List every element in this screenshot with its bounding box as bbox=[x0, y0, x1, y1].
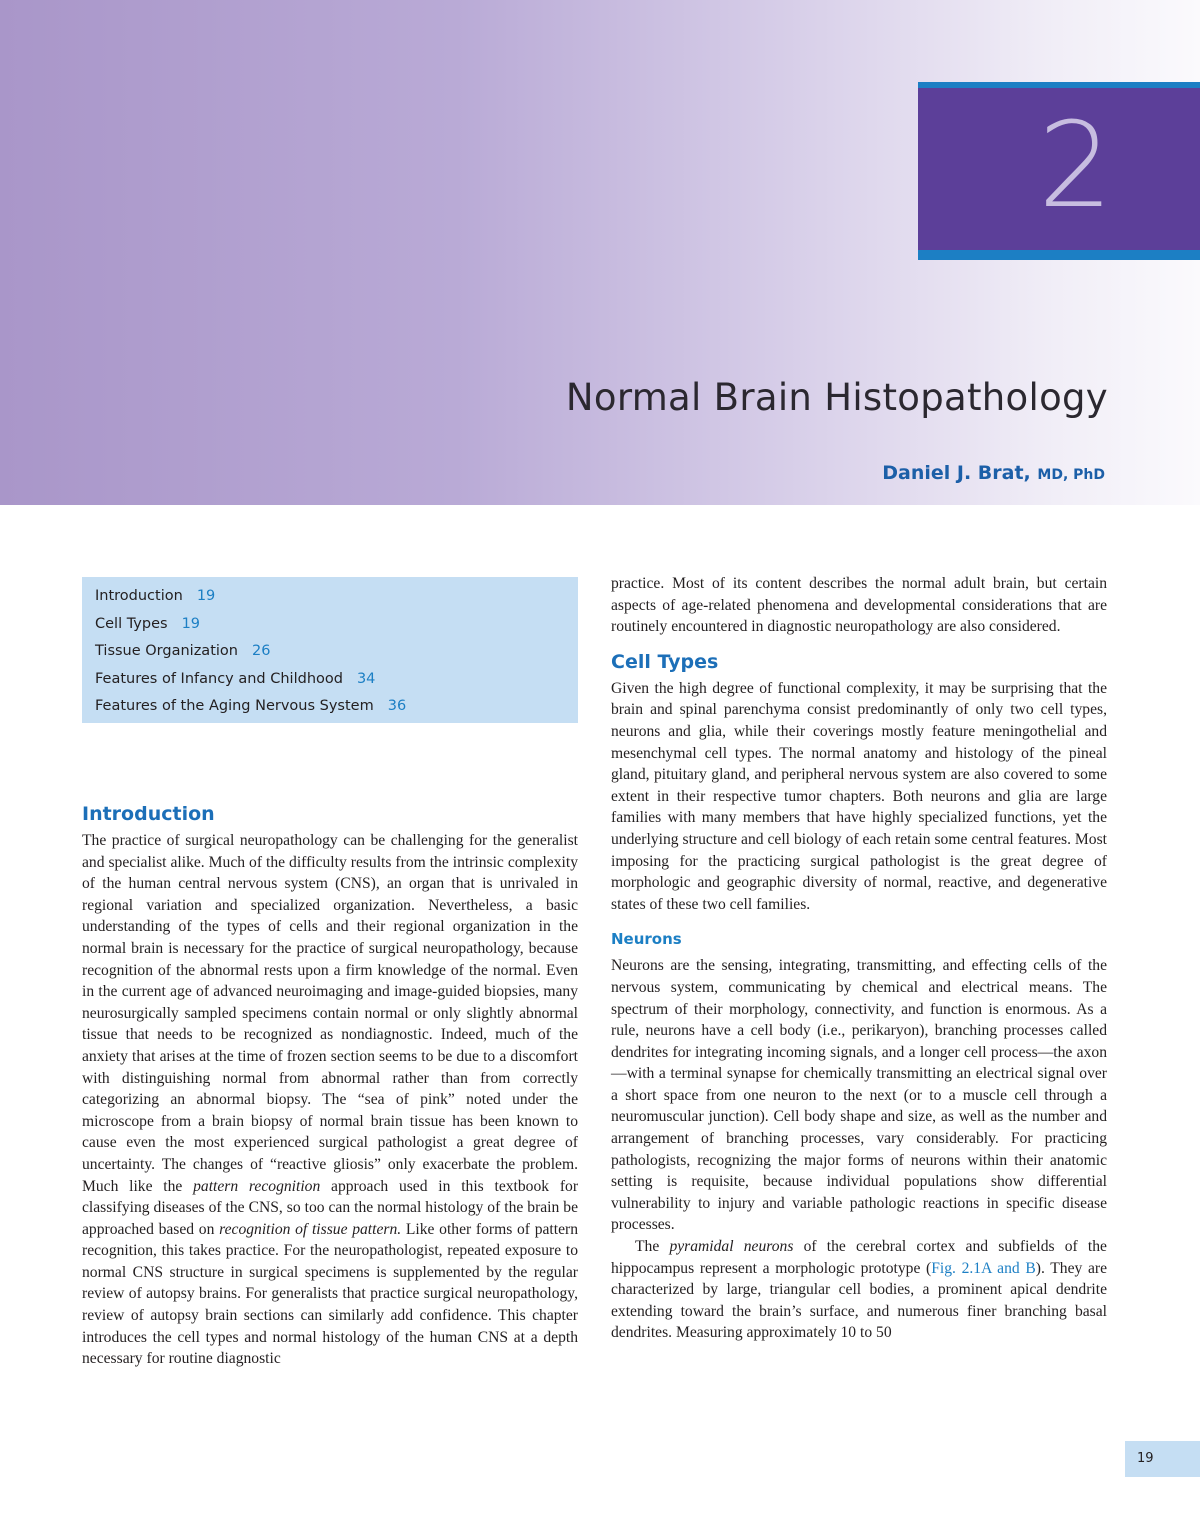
neurons-heading: Neurons bbox=[611, 930, 682, 949]
figure-reference-link[interactable]: Fig. 2.1A and B bbox=[931, 1259, 1036, 1277]
chapter-number-box bbox=[918, 82, 1200, 260]
right-column bbox=[611, 573, 1107, 1344]
page-number: 19 bbox=[1125, 1441, 1200, 1477]
toc-label: Cell Types bbox=[95, 615, 168, 632]
toc-label: Introduction bbox=[95, 588, 183, 604]
toc-page: 34 bbox=[356, 670, 376, 687]
toc-item[interactable] bbox=[95, 693, 578, 721]
cell-types-paragraph: Given the high degree of functional complexity, it may be surprising that the brain and spinal parenchyma consist predominantly of only two cell types, neurons and glia, while their coverings mostly feature meningothelial and mesenchymal cell types. The normal anatomy and histology of the pineal gland, pituitary gland, and peripheral nervous system are also covered to some extent in their respective tumor chapters. Both neurons and glia are large families with many members that have highly specialized functions, yet the underlying structure and cell biology of each retain some central features. Most imposing for the practicing surgical pathologist is the great degree of morphologic and geographic diversity of normal, reactive, and degenerative states of these two cell families. bbox=[611, 679, 1107, 913]
intro-text-1: The practice of surgical neuropathology can be challenging for the generalist and specialist alike. Much of the difficulty results from the intrinsic complexity of the human central nervous system (CNS), an organ that is unrivaled in regional variation and specialized organization. Nevertheless, a basic understanding of the types of cells and their regional organization in the normal brain is necessary for the practice of surgical neuropathology, because recognition of the abnormal rests upon a firm knowledge of the normal. Even in the current age of advanced neuroimaging and image-guided biopsies, many neurosurgically sampled specimens contain normal or only slightly abnormal tissue that needs to be recognized as nondiagnostic. Indeed, much of the anxiety that arises at the time of frozen section seems to be due to a discomfort with distinguishing normal from abnormal rather than from correctly categorizing an abnormal biopsy. The “sea of pink” noted under the microscope from a brain biopsy of normal brain tissue has been known to cause even the most experienced surgical pathologist a great degree of uncertainty. The changes of “reactive gliosis” only exacerbate the problem. Much like the bbox=[82, 832, 578, 1195]
toc-page: 26 bbox=[251, 643, 271, 659]
toc-label: Features of the Aging Nervous System bbox=[95, 698, 374, 714]
pyramidal-neurons-paragraph bbox=[611, 1236, 1107, 1344]
introduction-continuation: practice. Most of its content describes the normal adult brain, but certain aspects of age-related phenomena and developmental considerations that are routinely encountered in diagnostic neuropathology are also considered. bbox=[611, 575, 1107, 636]
chapter-title: Normal Brain Histopathology bbox=[565, 376, 1108, 419]
toc-label: Tissue Organization bbox=[95, 643, 238, 659]
chapter-outline bbox=[82, 577, 578, 723]
neurons-p2-text-b: of the cerebral cortex and subfields of the hippocampus represent a morphologic prototype ( bbox=[611, 1238, 1107, 1277]
toc-label: Features of Infancy and Childhood bbox=[95, 670, 343, 687]
toc-item[interactable] bbox=[95, 638, 578, 666]
toc-page: 19 bbox=[196, 588, 216, 604]
author-line bbox=[882, 462, 1105, 484]
neurons-p2-emphasis: pyramidal neurons bbox=[669, 1238, 794, 1256]
toc-item[interactable] bbox=[95, 583, 578, 611]
chapter-number: 2 bbox=[1038, 96, 1114, 234]
author-credentials: MD, PhD bbox=[1037, 467, 1105, 483]
neurons-p2-text-a: The bbox=[635, 1238, 670, 1256]
author-name: Daniel J. Brat, bbox=[882, 462, 1031, 484]
toc-item[interactable] bbox=[95, 666, 578, 694]
left-column bbox=[82, 800, 578, 1370]
neurons-paragraph: Neurons are the sensing, integrating, transmitting, and effecting cells of the nervous system, communicating by chemical and electrical means. The spectrum of their morphology, connectivity, and function is enormous. As a rule, neurons have a cell body (i.e., perikaryon), branching processes called dendrites for integrating incoming signals, and a longer cell process—the axon—with a terminal synapse for chemically transmitting an electrical signal over a short space from one neuron to the next (or to a muscle cell through a neuromuscular junction). Cell body shape and size, as well as the number and arrangement of branching processes, vary considerably. For practicing pathologists, recognizing the major forms of neurons within their anatomic setting is requisite, because individual populations show differential vulnerability to injury and variable pathologic reactions in specific disease processes. bbox=[611, 957, 1107, 1234]
neurons-p2-text-c: ). They are characterized by large, triangular cell bodies, a prominent apical dendrite extending toward the brain’s surface, and numerous finer branching basal dendrites. Measuring approximately 10 to 50 bbox=[611, 1259, 1107, 1342]
introduction-paragraph bbox=[82, 830, 578, 1370]
cell-types-heading: Cell Types bbox=[611, 650, 719, 673]
introduction-heading: Introduction bbox=[82, 803, 215, 825]
toc-item[interactable] bbox=[95, 611, 578, 639]
toc-page: 19 bbox=[181, 615, 201, 632]
intro-text-2: approach used in this textbook for classifying diseases of the CNS, so too can the normal histology of the brain be approached based on bbox=[82, 1177, 579, 1238]
intro-text-3: Like other forms of pattern recognition, this takes practice. For the neuropathologist, repeated exposure to normal CNS structure in surgical specimens is supplemented by the regular review of autopsy brains. For generalists that practice surgical neuropathology, review of autopsy brain sections can similarly add confidence. This chapter introduces the cell types and normal histology of the human CNS at a depth necessary for routine diagnostic bbox=[82, 1220, 578, 1368]
intro-emphasis-2: recognition of tissue pattern. bbox=[219, 1220, 402, 1238]
intro-emphasis-1: pattern recognition bbox=[193, 1177, 321, 1195]
toc-page: 36 bbox=[387, 698, 407, 714]
